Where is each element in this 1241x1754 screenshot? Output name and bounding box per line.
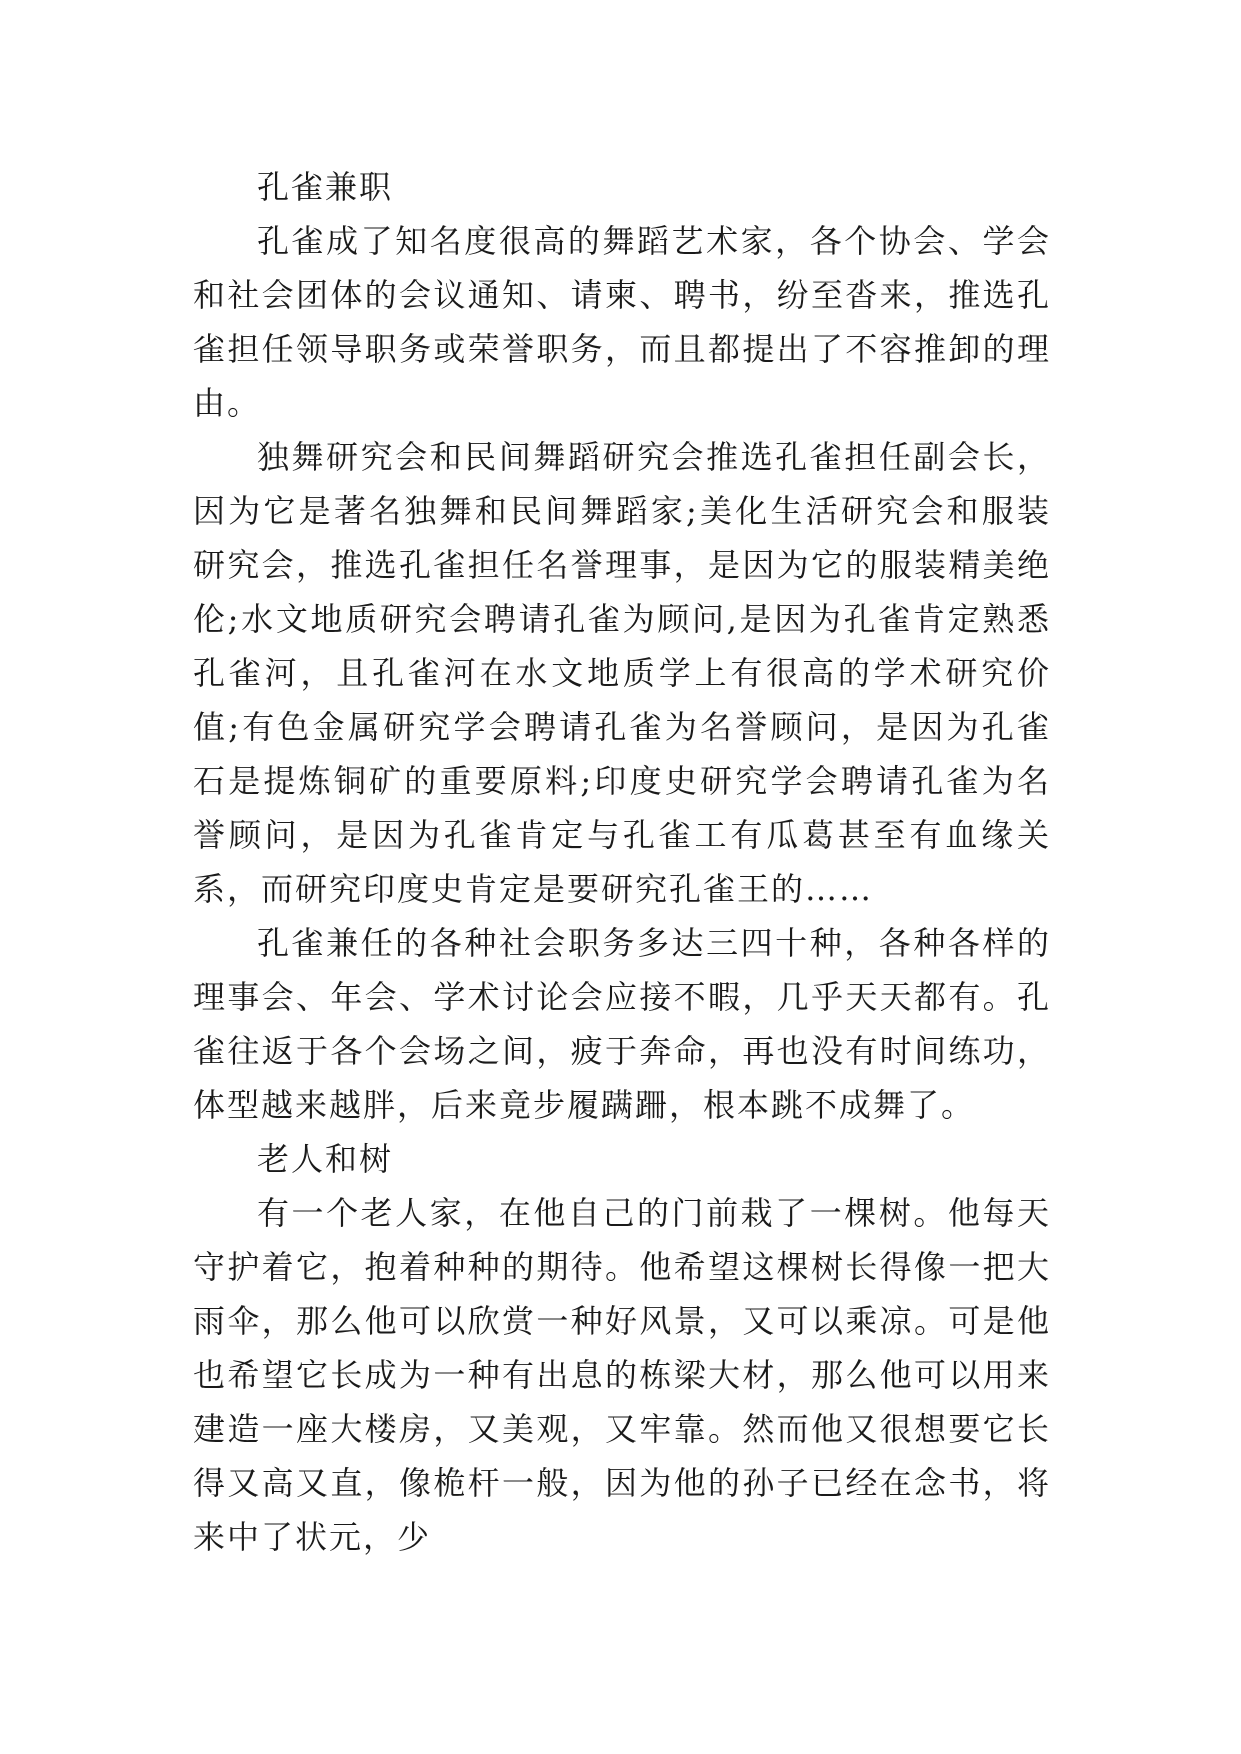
paragraph: 有一个老人家，在他自己的门前栽了一棵树。他每天守护着它，抱着种种的期待。他希望这棵树长得像一把大雨伞，那么他可以欣赏一种好风景，又可以乘凉。可是他也希望它长成为一种有出息的栋梁大材，那么他可以用来建造一座大楼房，又美观，又牢靠。然而他又很想要它长得又高又直，像桅杆一般，因为他的孙子已经在念书，将来中了状元，少 [193,1194,1051,1556]
paragraph: 孔雀兼任的各种社会职务多达三四十种，各种各样的理事会、年会、学术讨论会应接不暇，几乎天天都有。孔雀往返于各个会场之间，疲于奔命，再也没有时间练功，体型越来越胖，后来竟步履蹒跚，根本跳不成舞了。 [193,924,1051,1124]
section-title: 孔雀兼职 [257,168,394,206]
paragraph: 孔雀成了知名度很高的舞蹈艺术家，各个协会、学会和社会团体的会议通知、请柬、聘书，纷至沓来，推选孔雀担任领导职务或荣誉职务，而且都提出了不容推卸的理由。 [193,222,1051,422]
section-title: 老人和树 [257,1140,394,1178]
document-page [193,160,1051,1564]
paragraph: 独舞研究会和民间舞蹈研究会推选孔雀担任副会长，因为它是著名独舞和民间舞蹈家;美化生活研究会和服装研究会，推选孔雀担任名誉理事，是因为它的服装精美绝伦;水文地质研究会聘请孔雀为顾问,是因为孔雀肯定熟悉孔雀河，且孔雀河在水文地质学上有很高的学术研究价值;有色金属研究学会聘请孔雀为名誉顾问，是因为孔雀石是提炼铜矿的重要原料;印度史研究学会聘请孔雀为名誉顾问，是因为孔雀肯定与孔雀工有瓜葛甚至有血缘关系，而研究印度史肯定是要研究孔雀王的…… [193,438,1051,908]
